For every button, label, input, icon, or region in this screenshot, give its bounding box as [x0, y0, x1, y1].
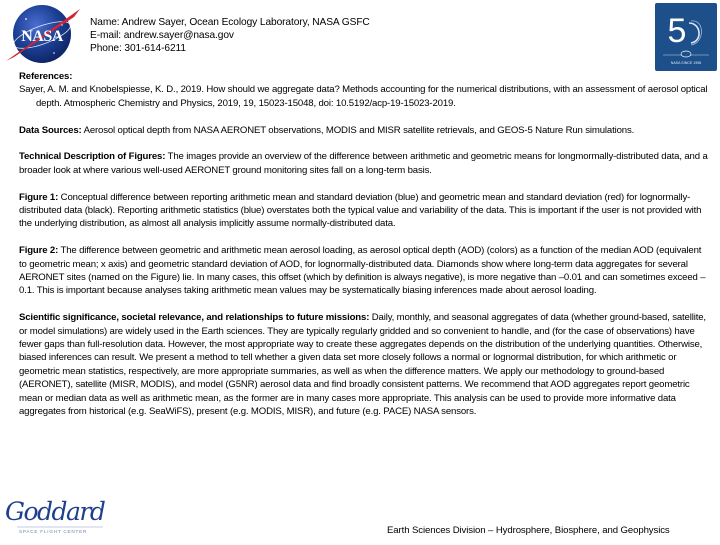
goddard-signature-icon	[3, 494, 105, 540]
svg-text:NASA: NASA	[21, 28, 63, 45]
svg-text:SPACE FLIGHT CENTER: SPACE FLIGHT CENTER	[19, 529, 88, 534]
technical-description-label: Technical Description of Figures:	[19, 151, 166, 163]
data-sources-body: Aerosol optical depth from NASA AERONET observations, MODIS and MISR satellite retrievals, and GEOS-5 Nature Run simulations.	[81, 124, 635, 136]
contact-email: E-mail: andrew.sayer@nasa.gov	[90, 30, 234, 42]
svg-text:5: 5	[667, 12, 687, 50]
data-sources-label: Data Sources:	[19, 124, 82, 136]
references-citation: Sayer, A. M. and Knobelspiesse, K. D., 2019. How should we aggregate data? Methods accounting for the numerical distributions, with an assessment of aerosol optical depth. Atmospheric Chemistry and Physics, 2019, 19, 15023-15048, doi: 10.5192/acp-19-15023-2019.	[19, 84, 708, 109]
figure1-label: Figure 1:	[19, 191, 59, 203]
division-footer: Earth Sciences Division – Hydrosphere, Biosphere, and Geophysics	[387, 525, 670, 536]
references-label: References:	[19, 71, 73, 82]
nasa-meatball-icon	[4, 3, 82, 65]
nasa-logo	[4, 3, 82, 65]
anniversary-badge	[655, 3, 717, 71]
figure2-label: Figure 2:	[19, 245, 59, 257]
contact-phone: Phone: 301-614-6211	[90, 43, 186, 55]
figure1-body: Conceptual difference between reporting arithmetic mean and standard deviation (blue) and geometric mean and standard deviation (red) for lognormally-distributed data (black). Reporting arithmetic statistics (blue) overstates both the typical value and variability of the data. This is important if the user is not provided with the underlying distribution, as almost all analysis implicitly assume normally-distributed data.	[19, 191, 702, 230]
contact-info	[90, 16, 370, 56]
data-sources-section	[19, 124, 709, 137]
figure1-section	[19, 191, 709, 231]
contact-name: Name: Andrew Sayer, Ocean Ecology Laboratory, NASA GSFC	[90, 17, 370, 28]
technical-description-body: The images provide an overview of the difference between arithmetic and geometric means for longmormally-distributed data, and a broader look at where various well-used AERONET ground monitoring sites fall on a long-term basis.	[19, 151, 708, 176]
svg-text:Goddard: Goddard	[5, 497, 105, 526]
document-body	[19, 70, 709, 432]
references-section	[19, 70, 709, 110]
significance-section	[19, 311, 709, 418]
figure2-section	[19, 244, 709, 298]
technical-description-section	[19, 150, 709, 177]
svg-text:NASA SINCE 1958: NASA SINCE 1958	[670, 61, 702, 65]
nasa-50-years-icon	[655, 3, 717, 71]
significance-label: Scientific significance, societal relevance, and relationships to future missions:	[19, 312, 370, 324]
goddard-logo	[3, 494, 105, 540]
significance-body: Daily, monthly, and seasonal aggregates of data (whether ground-based, satellite, or model simulations) are widely used in the Earth sciences. They are typically regularly gridded and so convenient to handle, and (for the case of observations) have fewer gaps than full-resolution data. However, the most appropriate way to create these aggregates depends on the distribution of the underlying quantities. Otherwise, biased inferences can result. We present a method to tell whether a given data set more closely follows a normal or lognormal distribution, for which arithmetic or geometric mean statistics, respectively, are more appropriate summaries, as well as when the difference matters. We apply our methodology to ground-based (AERONET), satellite (MISR, MODIS), and model (G5NR) aerosol data and find broadly consistent patterns. We recommend that AOD aggregates report geometric mean or median data as well as arithmetic mean, as the former are in many cases more appropriate. This analysis can be used to provide more informative data aggregates from historical (e.g. SeaWiFS), present (e.g. MODIS, MISR), and future (e.g. PACE) NASA sensors.	[19, 312, 706, 418]
figure2-body: The difference between geometric and arithmetic mean aerosol loading, as aerosol optical depth (AOD) (colors) as a function of the median AOD (equivalent to geometric mean; x axis) and geometric standard deviation of AOD, for lognormally-distributed data. Diamonds show where long-term data aggregates for several AERONET sites (named on the Figure) lie. In many cases, this offset (which by definition is always negative), is more negative than –0.01 and can sometimes exceed –0.1. This is important because analyses taking arithmetic mean values may be systematically biasing inferences made about aerosol loading.	[19, 245, 706, 297]
